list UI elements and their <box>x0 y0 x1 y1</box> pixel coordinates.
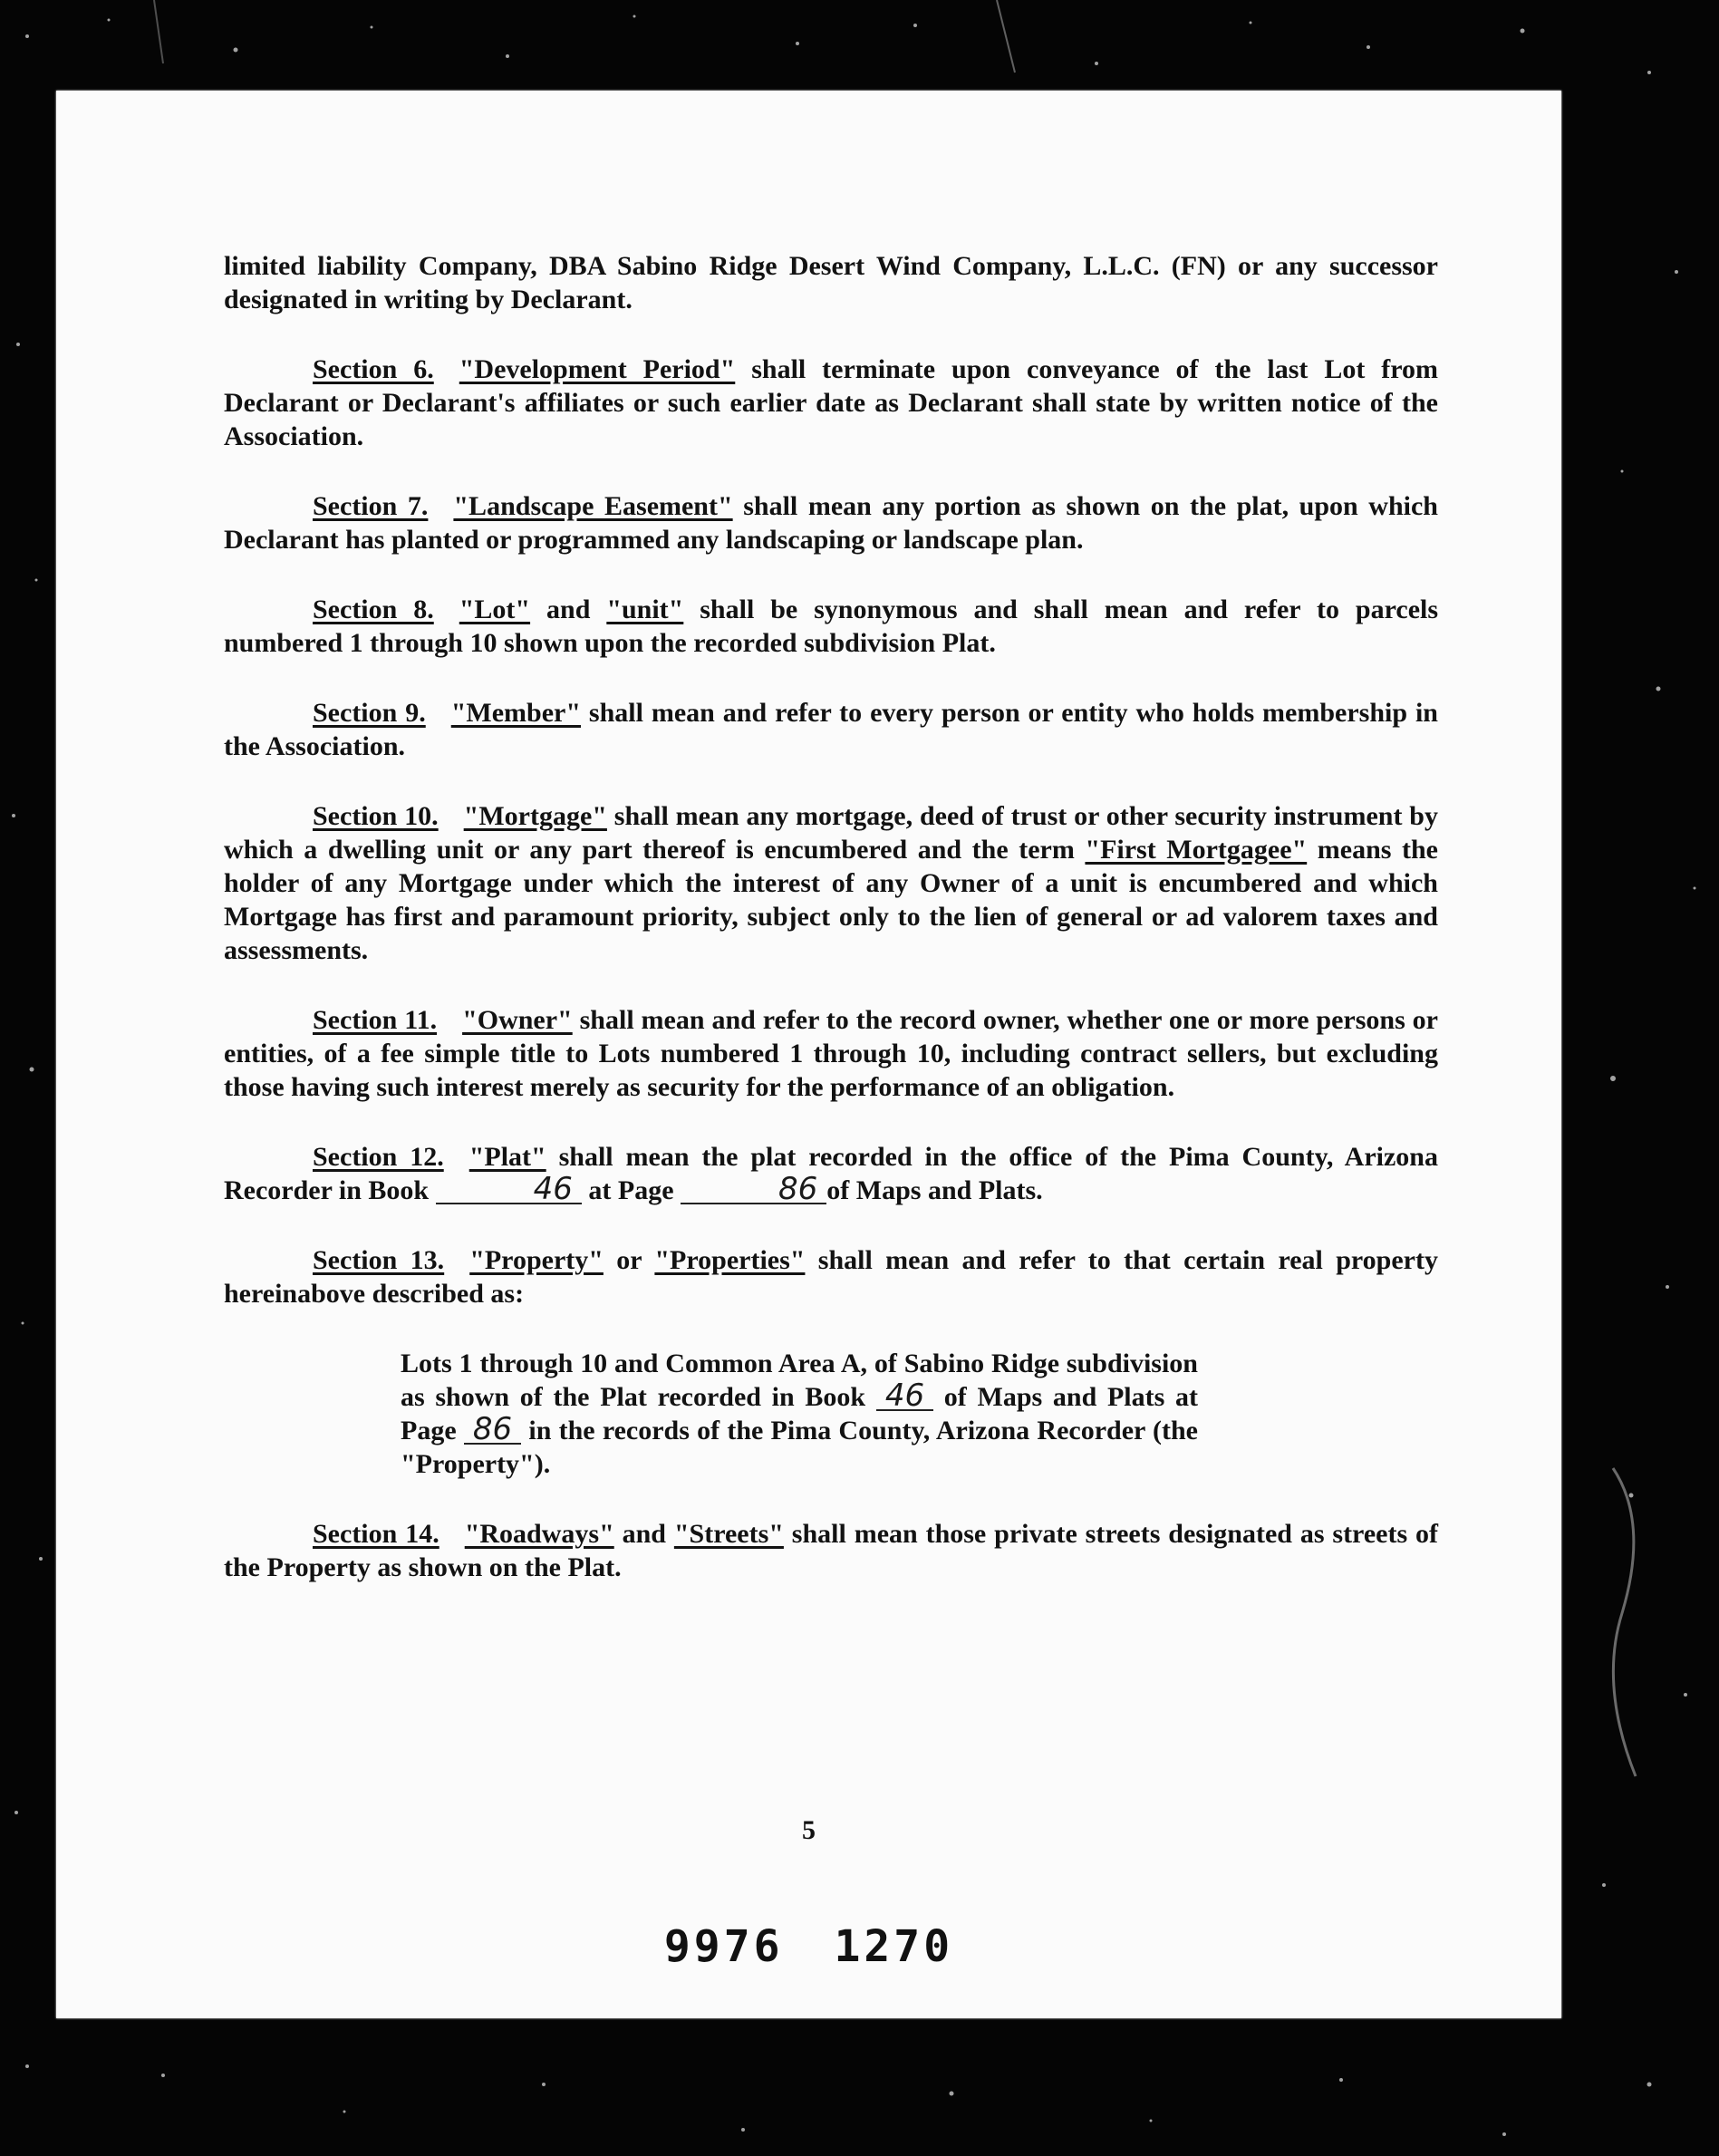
defined-term: "unit" <box>606 595 684 624</box>
section-text: shall terminate upon conveyance of the last Lot from Declarant or Declarant's affiliates or such earlier date as Declarant shall state by written notice of the Association. <box>224 354 1439 451</box>
defined-term: "Member" <box>450 698 581 728</box>
section-text: shall mean the plat recorded in the office of the Pima County, Arizona Recorder in Book <box>224 1142 1438 1205</box>
connector-text: and <box>530 595 607 624</box>
recording-stamp <box>56 1921 1561 1972</box>
handwritten-book-number: 46 <box>876 1382 933 1411</box>
connector-text: and <box>613 1519 674 1549</box>
defined-term: "Mortgage" <box>463 801 607 831</box>
defined-term: "Property" <box>469 1245 604 1275</box>
section-text: shall mean any portion as shown on the plat, upon which Declarant has planted or programmed any landscaping or landscape plan. <box>224 491 1438 555</box>
document-page <box>56 91 1561 2018</box>
section-14 <box>224 1517 1438 1584</box>
property-text: Lots 1 through 10 and Common Area A, of Sabino Ridge subdivision as shown of the Plat recorded in Book <box>401 1349 1198 1412</box>
section-8 <box>224 593 1438 660</box>
section-label: Section 10. <box>313 801 439 831</box>
section-label: Section 6. <box>313 354 434 384</box>
section-label: Section 13. <box>313 1245 445 1275</box>
section-label: Section 11. <box>313 1005 438 1035</box>
section-text: shall mean and refer to every person or entity who holds membership in the Association. <box>224 698 1438 761</box>
intro-paragraph: limited liability Company, DBA Sabino Ridge Desert Wind Company, L.L.C. (FN) or any successor designated in writing by Declarant. <box>224 251 1438 314</box>
defined-term: "Development Period" <box>459 354 736 384</box>
defined-term: "Lot" <box>459 595 531 624</box>
stamp-page: 1270 <box>834 1921 954 1972</box>
page-number: 5 <box>802 1815 816 1845</box>
section-text: at Page <box>581 1175 681 1205</box>
defined-term: "Properties" <box>654 1245 806 1275</box>
section-text: shall mean and refer to that certain real property hereinabove described as: <box>224 1245 1438 1309</box>
section-text: shall be synonymous and shall mean and refer to parcels numbered 1 through 10 shown upon the recorded subdivision Plat. <box>224 595 1439 658</box>
section-13 <box>224 1243 1438 1310</box>
section-label: Section 12. <box>313 1142 444 1172</box>
property-text: in the records of the Pima County, Arizona Recorder (the "Property"). <box>401 1416 1198 1479</box>
defined-term: "Roadways" <box>464 1519 614 1549</box>
defined-term: "Plat" <box>468 1142 546 1172</box>
section-text: shall mean any mortgage, deed of trust or other security instrument by which a dwelling unit or any part thereof is encumbered and the term <box>224 801 1438 865</box>
handwritten-page-number: 86 <box>681 1175 826 1204</box>
section-7 <box>224 489 1438 556</box>
defined-term: "Landscape Easement" <box>453 491 733 521</box>
handwritten-page-number: 86 <box>464 1416 521 1445</box>
section-text: means the holder of any Mortgage under which the interest of any Owner of a unit is encumbered and which Mortgage has first and paramount priority, subject only to the lien of general or ad valorem taxes and assessments. <box>224 835 1439 965</box>
document-body <box>224 249 1438 1620</box>
section-label: Section 9. <box>313 698 426 728</box>
section-12 <box>224 1140 1438 1207</box>
property-text: of Maps and Plats at Page <box>401 1382 1198 1445</box>
handwritten-book-number: 46 <box>436 1175 582 1204</box>
defined-term: "Owner" <box>462 1005 573 1035</box>
section-9 <box>224 696 1438 763</box>
section-6 <box>224 353 1438 453</box>
connector-text: or <box>603 1245 655 1275</box>
section-label: Section 14. <box>313 1519 439 1549</box>
section-text: shall mean and refer to the record owner, whether one or more persons or entities, of a fee simple title to Lots numbered 1 through 10, including contract sellers, but excluding those having such interest merely as security for the performance of an obligation. <box>224 1005 1438 1102</box>
defined-term: "Streets" <box>673 1519 784 1549</box>
stamp-docket: 9976 <box>663 1921 784 1972</box>
section-text: shall mean those private streets designated as streets of the Property as shown on the Plat. <box>224 1519 1438 1582</box>
defined-term: "First Mortgagee" <box>1085 835 1308 865</box>
section-10 <box>224 799 1438 967</box>
section-label: Section 7. <box>313 491 429 521</box>
section-label: Section 8. <box>313 595 434 624</box>
section-11 <box>224 1003 1438 1104</box>
section-text: of Maps and Plats. <box>826 1175 1043 1205</box>
property-description <box>401 1347 1198 1481</box>
